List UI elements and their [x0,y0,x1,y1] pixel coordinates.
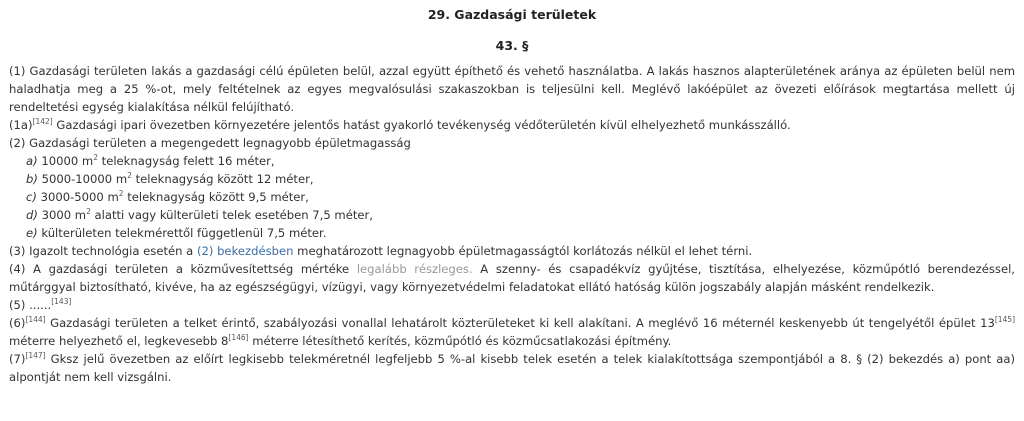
paragraph-text: Gazdasági területen a telket érintő, szabályozási vonallal lehatárolt közterületeket ki kell alakítani. A meglévő 16 méternél keskenyebb út tengelyétől épület 13 [45,316,995,330]
footnote-ref[interactable]: [144] [25,315,46,325]
paragraph-text: (3) Igazolt technológia esetén a [9,244,197,258]
paragraph-text: meghatározott legnagyobb épületmagasságtól korlátozás nélkül el lehet térni. [293,244,753,258]
paragraph-3 [9,242,1015,260]
faded-text: legalább részleges. [356,262,473,276]
superscript: 2 [127,171,132,181]
superscript: 2 [93,153,98,163]
paragraph-5 [9,296,1015,314]
item-text: 10000 m [37,154,94,168]
item-text: teleknagyság között 12 méter, [131,172,314,186]
item-text: 3000-5000 m [36,190,119,204]
paragraph-label: (7) [9,352,26,366]
list-item [9,152,1015,170]
paragraph-7 [9,350,1015,386]
paragraph-text: (5) ...... [9,298,52,312]
superscript: 2 [86,207,91,217]
footnote-ref[interactable]: [146] [228,333,249,343]
footnote-ref[interactable]: [145] [994,315,1015,325]
cross-reference-link[interactable]: (2) bekezdésben [196,244,294,258]
item-letter: e) [26,226,38,240]
item-letter: a) [26,154,38,168]
list-item [9,206,1015,224]
paragraph-text: (4) A gazdasági területen a közművesítettség mértéke [9,262,357,276]
paragraph-1a [9,116,1015,134]
section-number: 43. § [495,38,529,53]
footnote-ref[interactable]: [143] [51,297,72,307]
item-letter: d) [26,208,38,222]
footnote-ref[interactable]: [142] [32,117,53,127]
item-text: külterületen telekmérettől függetlenül 7,5 méter. [37,226,327,240]
chapter-title: 29. Gazdasági területek [427,7,597,22]
paragraph-label: (6) [9,316,26,330]
paragraph-text: Gazdasági ipari övezetben környezetére jelentős hatást gyakorló tevékenység védőterületén kívül elhelyezhető munkásszálló. [52,118,791,132]
list-item [9,170,1015,188]
item-text: 3000 m [37,208,87,222]
document-body [9,62,1015,386]
item-letter: c) [26,190,37,204]
item-text: 5000-10000 m [37,172,128,186]
paragraph-6 [9,314,1015,350]
item-text: teleknagyság között 9,5 méter, [123,190,309,204]
item-letter: b) [26,172,38,186]
paragraph-4 [9,260,1015,296]
list-item [9,188,1015,206]
paragraph-text: A szenny- és csapadékvíz gyűjtése, tisztítása, elhelyezése, közműpótló berendezéssel, műtárggyal biztosítható, kivéve, ha az egészségügyi, vízügyi, vagy környezetvédelmi feladatokat ellátó hatóság külön jogszabály alapján másként rendelkezik. [9,262,1015,294]
paragraph-text: méterre helyezhető el, legkevesebb 8 [9,334,229,348]
superscript: 2 [118,189,124,199]
paragraph-2: (2) Gazdasági területen a megengedett legnagyobb épületmagasság [9,136,411,150]
item-text: alatti vagy külterületi telek esetében 7,5 méter, [90,208,373,222]
paragraph-1: (1) Gazdasági területen lakás a gazdasági célú épületen belül, azzal együtt építhető és vehető használatba. A lakás hasznos alapterületének aránya az épületen belül nem haladhatja meg a 25 %-ot, mely feltételnek az egyes megvalósulási szakaszokban is teljesülni kell. Meglévő lakóépület az övezeti előírások megtartása mellett új rendeltetési egység kialakítása nélkül felújítható. [9,64,1015,114]
item-text: teleknagyság felett 16 méter, [97,154,275,168]
paragraph-label: (1a) [9,118,33,132]
paragraph-text: Gksz jelű övezetben az előírt legkisebb telekméretnél legfeljebb 5 %-al kisebb telek esetén a telek kialakítottsága szempontjából a 8. § (2) bekezdés a) pont aa) alpontját nem kell vizsgálni. [9,352,1015,384]
footnote-ref[interactable]: [147] [25,351,46,361]
list-item [9,224,1015,242]
paragraph-text: méterre létesíthető kerítés, közműpótló és közműcsatlakozási építmény. [248,334,672,348]
